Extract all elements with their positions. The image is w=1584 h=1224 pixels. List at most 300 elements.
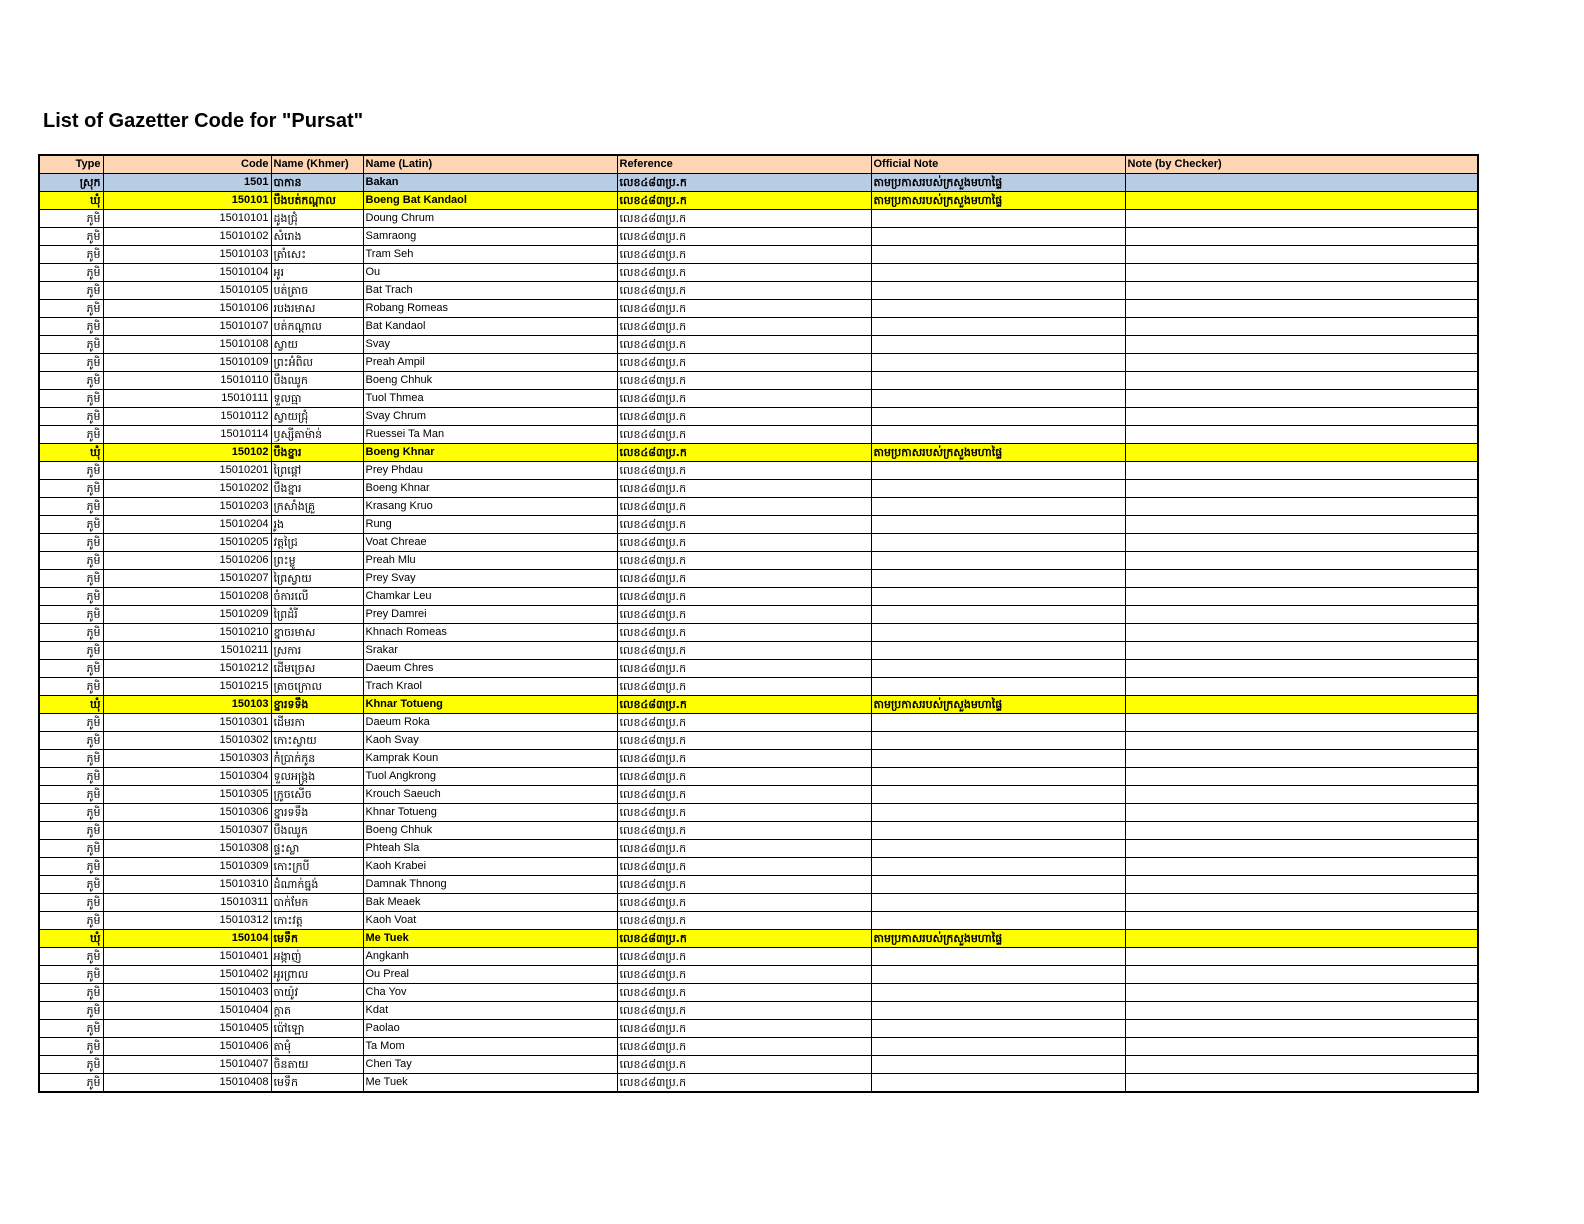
cell-reference: លេខ៤៨៣ប្រ.ក <box>617 426 871 444</box>
cell-name-latin: Damnak Thnong <box>363 876 617 894</box>
cell-official-note <box>871 714 1125 732</box>
cell-reference: លេខ៤៨៣ប្រ.ក <box>617 624 871 642</box>
cell-code: 15010211 <box>103 642 271 660</box>
cell-name-latin: Preah Mlu <box>363 552 617 570</box>
cell-code: 15010312 <box>103 912 271 930</box>
cell-code: 15010106 <box>103 300 271 318</box>
cell-type: ភូមិ <box>39 336 103 354</box>
cell-checker-note <box>1125 786 1478 804</box>
cell-checker-note <box>1125 192 1478 210</box>
cell-checker-note <box>1125 858 1478 876</box>
commune-row <box>39 930 1478 948</box>
cell-checker-note <box>1125 228 1478 246</box>
village-row <box>39 1074 1478 1093</box>
cell-code: 15010306 <box>103 804 271 822</box>
cell-official-note <box>871 822 1125 840</box>
cell-type: ភូមិ <box>39 1056 103 1074</box>
cell-name-latin: Bat Trach <box>363 282 617 300</box>
village-row <box>39 408 1478 426</box>
cell-checker-note <box>1125 822 1478 840</box>
village-row <box>39 966 1478 984</box>
village-row <box>39 1020 1478 1038</box>
cell-type: ភូមិ <box>39 858 103 876</box>
cell-type: ឃុំ <box>39 192 103 210</box>
cell-reference: លេខ៤៨៣ប្រ.ក <box>617 786 871 804</box>
cell-official-note <box>871 570 1125 588</box>
cell-name-khmer: ព្រះម្លូ <box>271 552 363 570</box>
village-row <box>39 264 1478 282</box>
cell-checker-note <box>1125 678 1478 696</box>
cell-name-latin: Phteah Sla <box>363 840 617 858</box>
cell-reference: លេខ៤៨៣ប្រ.ក <box>617 1002 871 1020</box>
cell-reference: លេខ៤៨៣ប្រ.ក <box>617 876 871 894</box>
cell-type: ភូមិ <box>39 408 103 426</box>
cell-name-khmer: រូង <box>271 516 363 534</box>
cell-official-note <box>871 786 1125 804</box>
district-row <box>39 174 1478 192</box>
cell-name-latin: Rung <box>363 516 617 534</box>
cell-name-latin: Robang Romeas <box>363 300 617 318</box>
cell-name-latin: Cha Yov <box>363 984 617 1002</box>
cell-reference: លេខ៤៨៣ប្រ.ក <box>617 606 871 624</box>
cell-name-latin: Ruessei Ta Man <box>363 426 617 444</box>
cell-reference: លេខ៤៨៣ប្រ.ក <box>617 930 871 948</box>
cell-code: 15010201 <box>103 462 271 480</box>
cell-name-khmer: ប៉ៅឡោ <box>271 1020 363 1038</box>
cell-name-latin: Boeng Chhuk <box>363 822 617 840</box>
cell-type: ភូមិ <box>39 480 103 498</box>
cell-code: 15010402 <box>103 966 271 984</box>
cell-official-note <box>871 966 1125 984</box>
cell-type: ភូមិ <box>39 300 103 318</box>
cell-name-khmer: បឹងខ្នារ <box>271 444 363 462</box>
cell-reference: លេខ៤៨៣ប្រ.ក <box>617 678 871 696</box>
cell-checker-note <box>1125 444 1478 462</box>
village-row <box>39 390 1478 408</box>
header-reference: Reference <box>617 155 871 174</box>
cell-name-khmer: ផ្ទះស្លា <box>271 840 363 858</box>
cell-reference: លេខ៤៨៣ប្រ.ក <box>617 660 871 678</box>
village-row <box>39 354 1478 372</box>
cell-reference: លេខ៤៨៣ប្រ.ក <box>617 984 871 1002</box>
cell-type: ភូមិ <box>39 228 103 246</box>
cell-code: 15010207 <box>103 570 271 588</box>
cell-official-note <box>871 552 1125 570</box>
cell-checker-note <box>1125 696 1478 714</box>
cell-type: ភូមិ <box>39 732 103 750</box>
cell-name-latin: Boeng Khnar <box>363 480 617 498</box>
cell-name-khmer: ក្រូចសើច <box>271 786 363 804</box>
cell-name-khmer: ព្រៃស្វាយ <box>271 570 363 588</box>
village-row <box>39 318 1478 336</box>
village-row <box>39 804 1478 822</box>
village-row <box>39 516 1478 534</box>
cell-reference: លេខ៤៨៣ប្រ.ក <box>617 768 871 786</box>
cell-reference: លេខ៤៨៣ប្រ.ក <box>617 858 871 876</box>
village-row <box>39 1002 1478 1020</box>
header-name-khmer: Name (Khmer) <box>271 155 363 174</box>
cell-reference: លេខ៤៨៣ប្រ.ក <box>617 534 871 552</box>
cell-name-latin: Tuol Thmea <box>363 390 617 408</box>
cell-official-note <box>871 318 1125 336</box>
cell-reference: លេខ៤៨៣ប្រ.ក <box>617 372 871 390</box>
cell-official-note <box>871 282 1125 300</box>
cell-type: ភូមិ <box>39 390 103 408</box>
cell-code: 15010110 <box>103 372 271 390</box>
cell-type: ភូមិ <box>39 534 103 552</box>
cell-name-latin: Daeum Roka <box>363 714 617 732</box>
cell-type: ភូមិ <box>39 1020 103 1038</box>
cell-type: ភូមិ <box>39 966 103 984</box>
cell-reference: លេខ៤៨៣ប្រ.ក <box>617 912 871 930</box>
cell-type: ភូមិ <box>39 426 103 444</box>
cell-name-khmer: ដើមច្រេស <box>271 660 363 678</box>
cell-checker-note <box>1125 948 1478 966</box>
cell-name-khmer: អង្កាញ់ <box>271 948 363 966</box>
cell-code: 15010104 <box>103 264 271 282</box>
cell-type: ភូមិ <box>39 876 103 894</box>
cell-code: 15010302 <box>103 732 271 750</box>
village-row <box>39 1056 1478 1074</box>
village-row <box>39 588 1478 606</box>
cell-reference: លេខ៤៨៣ប្រ.ក <box>617 894 871 912</box>
cell-name-khmer: ចាយ៉ូវ <box>271 984 363 1002</box>
cell-name-khmer: ទួលធ្មា <box>271 390 363 408</box>
cell-checker-note <box>1125 966 1478 984</box>
cell-reference: លេខ៤៨៣ប្រ.ក <box>617 588 871 606</box>
cell-official-note <box>871 390 1125 408</box>
cell-name-latin: Svay <box>363 336 617 354</box>
cell-name-latin: Daeum Chres <box>363 660 617 678</box>
cell-checker-note <box>1125 318 1478 336</box>
cell-reference: លេខ៤៨៣ប្រ.ក <box>617 1038 871 1056</box>
cell-type: ភូមិ <box>39 1038 103 1056</box>
cell-code: 15010111 <box>103 390 271 408</box>
cell-type: ភូមិ <box>39 894 103 912</box>
cell-name-latin: Boeng Chhuk <box>363 372 617 390</box>
cell-type: ភូមិ <box>39 984 103 1002</box>
cell-reference: លេខ៤៨៣ប្រ.ក <box>617 822 871 840</box>
cell-reference: លេខ៤៨៣ប្រ.ក <box>617 498 871 516</box>
cell-official-note <box>871 750 1125 768</box>
cell-code: 15010303 <box>103 750 271 768</box>
cell-name-khmer: ដូងជ្រុំ <box>271 210 363 228</box>
cell-name-khmer: មេទឹក <box>271 930 363 948</box>
cell-name-khmer: ក្ដាត <box>271 1002 363 1020</box>
cell-name-latin: Ou Preal <box>363 966 617 984</box>
table-body <box>39 174 1478 1093</box>
cell-name-khmer: របងរមាស <box>271 300 363 318</box>
cell-checker-note <box>1125 984 1478 1002</box>
cell-checker-note <box>1125 282 1478 300</box>
cell-checker-note <box>1125 336 1478 354</box>
cell-official-note <box>871 354 1125 372</box>
cell-checker-note <box>1125 660 1478 678</box>
cell-code: 15010301 <box>103 714 271 732</box>
cell-type: ភូមិ <box>39 786 103 804</box>
cell-checker-note <box>1125 768 1478 786</box>
cell-type: ភូមិ <box>39 552 103 570</box>
cell-name-khmer: បឹងខ្នារ <box>271 480 363 498</box>
cell-type: ភូមិ <box>39 282 103 300</box>
village-row <box>39 426 1478 444</box>
cell-type: ភូមិ <box>39 1002 103 1020</box>
cell-type: ឃុំ <box>39 444 103 462</box>
cell-reference: លេខ៤៨៣ប្រ.ក <box>617 462 871 480</box>
cell-checker-note <box>1125 1002 1478 1020</box>
cell-checker-note <box>1125 1074 1478 1093</box>
cell-type: ភូមិ <box>39 804 103 822</box>
cell-type: ភូមិ <box>39 714 103 732</box>
village-row <box>39 750 1478 768</box>
cell-name-latin: Kaoh Voat <box>363 912 617 930</box>
cell-name-khmer: ខ្នាចរមាស <box>271 624 363 642</box>
cell-code: 15010101 <box>103 210 271 228</box>
cell-checker-note <box>1125 570 1478 588</box>
village-row <box>39 228 1478 246</box>
cell-official-note <box>871 426 1125 444</box>
cell-official-note <box>871 678 1125 696</box>
cell-official-note: តាមប្រកាសរបស់ក្រសួងមហាផ្ទៃ <box>871 930 1125 948</box>
cell-official-note <box>871 300 1125 318</box>
cell-name-khmer: ព្រះអំពិល <box>271 354 363 372</box>
cell-official-note <box>871 606 1125 624</box>
cell-checker-note <box>1125 480 1478 498</box>
cell-official-note <box>871 516 1125 534</box>
cell-official-note <box>871 372 1125 390</box>
cell-name-latin: Samraong <box>363 228 617 246</box>
cell-official-note <box>871 894 1125 912</box>
cell-type: ភូមិ <box>39 354 103 372</box>
cell-reference: លេខ៤៨៣ប្រ.ក <box>617 1056 871 1074</box>
header-official-note: Official Note <box>871 155 1125 174</box>
village-row <box>39 858 1478 876</box>
cell-code: 15010307 <box>103 822 271 840</box>
cell-checker-note <box>1125 426 1478 444</box>
cell-official-note <box>871 336 1125 354</box>
cell-name-khmer: បឹងឈូក <box>271 372 363 390</box>
cell-type: ភូមិ <box>39 588 103 606</box>
cell-name-khmer: កោះក្របី <box>271 858 363 876</box>
cell-name-khmer: តាមុំ <box>271 1038 363 1056</box>
cell-name-latin: Bak Meaek <box>363 894 617 912</box>
cell-official-note <box>871 462 1125 480</box>
cell-name-latin: Bat Kandaol <box>363 318 617 336</box>
cell-type: ភូមិ <box>39 372 103 390</box>
cell-name-khmer: ស្វាយជ្រុំ <box>271 408 363 426</box>
cell-checker-note <box>1125 534 1478 552</box>
cell-code: 15010108 <box>103 336 271 354</box>
village-row <box>39 642 1478 660</box>
cell-name-latin: Chamkar Leu <box>363 588 617 606</box>
cell-official-note <box>871 480 1125 498</box>
cell-type: ភូមិ <box>39 516 103 534</box>
cell-type: ភូមិ <box>39 678 103 696</box>
cell-code: 15010401 <box>103 948 271 966</box>
cell-type: ភូមិ <box>39 1074 103 1093</box>
cell-name-latin: Khnach Romeas <box>363 624 617 642</box>
cell-reference: លេខ៤៨៣ប្រ.ក <box>617 516 871 534</box>
cell-reference: លេខ៤៨៣ប្រ.ក <box>617 228 871 246</box>
cell-checker-note <box>1125 354 1478 372</box>
cell-code: 15010209 <box>103 606 271 624</box>
cell-name-khmer: ទួលអង្រ្កង <box>271 768 363 786</box>
cell-code: 150103 <box>103 696 271 714</box>
cell-name-latin: Ou <box>363 264 617 282</box>
cell-official-note <box>871 732 1125 750</box>
cell-code: 15010109 <box>103 354 271 372</box>
cell-name-khmer: បាកាន <box>271 174 363 192</box>
cell-code: 15010205 <box>103 534 271 552</box>
cell-official-note <box>871 534 1125 552</box>
village-row <box>39 210 1478 228</box>
cell-code: 15010310 <box>103 876 271 894</box>
cell-checker-note <box>1125 462 1478 480</box>
village-row <box>39 1038 1478 1056</box>
cell-type: ភូមិ <box>39 462 103 480</box>
cell-official-note <box>871 1056 1125 1074</box>
cell-name-latin: Preah Ampil <box>363 354 617 372</box>
village-row <box>39 732 1478 750</box>
village-row <box>39 786 1478 804</box>
cell-official-note <box>871 912 1125 930</box>
cell-name-khmer: ដើមរកា <box>271 714 363 732</box>
cell-checker-note <box>1125 210 1478 228</box>
cell-reference: លេខ៤៨៣ប្រ.ក <box>617 282 871 300</box>
cell-name-khmer: កោះវត្ត <box>271 912 363 930</box>
cell-type: ភូមិ <box>39 264 103 282</box>
village-row <box>39 336 1478 354</box>
cell-type: ភូមិ <box>39 624 103 642</box>
cell-code: 15010404 <box>103 1002 271 1020</box>
cell-code: 150101 <box>103 192 271 210</box>
cell-name-khmer: វត្តជ្រៃ <box>271 534 363 552</box>
cell-name-latin: Kaoh Krabei <box>363 858 617 876</box>
cell-type: ស្រុក <box>39 174 103 192</box>
village-row <box>39 246 1478 264</box>
cell-type: ភូមិ <box>39 660 103 678</box>
village-row <box>39 552 1478 570</box>
cell-checker-note <box>1125 264 1478 282</box>
cell-reference: លេខ៤៨៣ប្រ.ក <box>617 336 871 354</box>
cell-reference: លេខ៤៨៣ប្រ.ក <box>617 480 871 498</box>
cell-reference: លេខ៤៨៣ប្រ.ក <box>617 318 871 336</box>
cell-reference: លេខ៤៨៣ប្រ.ក <box>617 390 871 408</box>
cell-reference: លេខ៤៨៣ប្រ.ក <box>617 264 871 282</box>
cell-checker-note <box>1125 876 1478 894</box>
cell-name-latin: Angkanh <box>363 948 617 966</box>
cell-type: ភូមិ <box>39 570 103 588</box>
cell-name-khmer: បាក់មែក <box>271 894 363 912</box>
cell-reference: លេខ៤៨៣ប្រ.ក <box>617 804 871 822</box>
cell-code: 15010405 <box>103 1020 271 1038</box>
village-row <box>39 372 1478 390</box>
village-row <box>39 480 1478 498</box>
cell-type: ភូមិ <box>39 318 103 336</box>
village-row <box>39 570 1478 588</box>
village-row <box>39 282 1478 300</box>
village-row <box>39 912 1478 930</box>
cell-official-note: តាមប្រកាសរបស់ក្រសួងមហាផ្ទៃ <box>871 174 1125 192</box>
village-row <box>39 822 1478 840</box>
cell-code: 15010408 <box>103 1074 271 1093</box>
cell-type: ភូមិ <box>39 822 103 840</box>
cell-name-khmer: ចំការលើ <box>271 588 363 606</box>
commune-row <box>39 696 1478 714</box>
header-checker-note: Note (by Checker) <box>1125 155 1478 174</box>
cell-name-latin: Khnar Totueng <box>363 804 617 822</box>
cell-name-latin: Srakar <box>363 642 617 660</box>
cell-checker-note <box>1125 174 1478 192</box>
cell-name-khmer: ព្រៃផ្ដៅ <box>271 462 363 480</box>
cell-reference: លេខ៤៨៣ប្រ.ក <box>617 210 871 228</box>
cell-name-latin: Boeng Bat Kandaol <box>363 192 617 210</box>
cell-official-note <box>871 1038 1125 1056</box>
cell-reference: លេខ៤៨៣ប្រ.ក <box>617 714 871 732</box>
cell-type: ភូមិ <box>39 768 103 786</box>
cell-official-note <box>871 984 1125 1002</box>
cell-type: ភូមិ <box>39 750 103 768</box>
village-row <box>39 678 1478 696</box>
cell-reference: លេខ៤៨៣ប្រ.ក <box>617 444 871 462</box>
cell-code: 15010114 <box>103 426 271 444</box>
cell-checker-note <box>1125 300 1478 318</box>
cell-checker-note <box>1125 552 1478 570</box>
village-row <box>39 300 1478 318</box>
cell-type: ភូមិ <box>39 840 103 858</box>
cell-name-khmer: អូរព្រាល <box>271 966 363 984</box>
cell-code: 15010112 <box>103 408 271 426</box>
cell-checker-note <box>1125 390 1478 408</box>
cell-name-latin: Svay Chrum <box>363 408 617 426</box>
cell-code: 15010215 <box>103 678 271 696</box>
cell-name-latin: Boeng Khnar <box>363 444 617 462</box>
cell-name-khmer: ស្វាយ <box>271 336 363 354</box>
header-code: Code <box>103 155 271 174</box>
cell-checker-note <box>1125 642 1478 660</box>
cell-official-note <box>871 768 1125 786</box>
cell-checker-note <box>1125 1020 1478 1038</box>
cell-type: ភូមិ <box>39 498 103 516</box>
cell-official-note <box>871 804 1125 822</box>
cell-name-latin: Voat Chreae <box>363 534 617 552</box>
village-row <box>39 894 1478 912</box>
cell-code: 15010210 <box>103 624 271 642</box>
cell-name-khmer: បឹងបត់កណ្ដាល <box>271 192 363 210</box>
gazetteer-table <box>38 154 1479 1093</box>
village-row <box>39 714 1478 732</box>
cell-name-latin: Paolao <box>363 1020 617 1038</box>
cell-official-note <box>871 840 1125 858</box>
cell-name-latin: Doung Chrum <box>363 210 617 228</box>
cell-checker-note <box>1125 624 1478 642</box>
cell-name-latin: Kaoh Svay <box>363 732 617 750</box>
cell-official-note <box>871 858 1125 876</box>
cell-official-note: តាមប្រកាសរបស់ក្រសួងមហាផ្ទៃ <box>871 192 1125 210</box>
cell-official-note <box>871 948 1125 966</box>
village-row <box>39 948 1478 966</box>
cell-name-khmer: ខ្នារទទឹង <box>271 804 363 822</box>
cell-code: 15010206 <box>103 552 271 570</box>
cell-official-note <box>871 1020 1125 1038</box>
cell-reference: លេខ៤៨៣ប្រ.ក <box>617 246 871 264</box>
cell-official-note: តាមប្រកាសរបស់ក្រសួងមហាផ្ទៃ <box>871 444 1125 462</box>
cell-name-khmer: ដំណាក់ធ្នង់ <box>271 876 363 894</box>
cell-code: 15010311 <box>103 894 271 912</box>
cell-code: 15010308 <box>103 840 271 858</box>
cell-name-khmer: កោះស្វាយ <box>271 732 363 750</box>
cell-checker-note <box>1125 840 1478 858</box>
